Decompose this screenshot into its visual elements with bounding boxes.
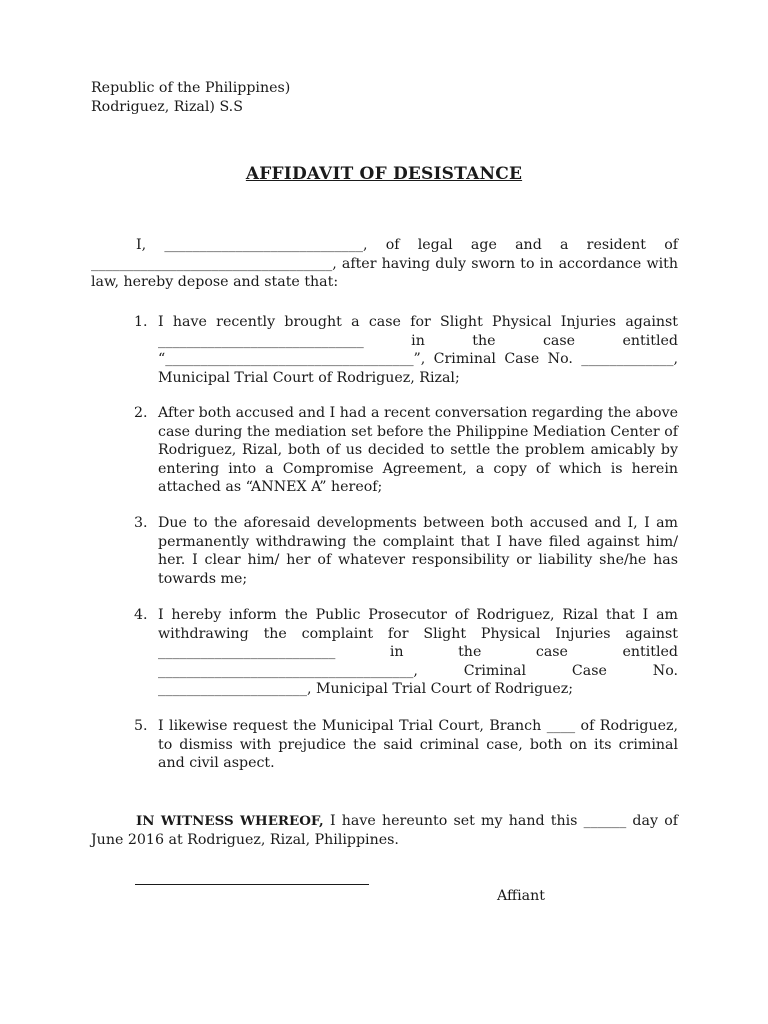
affiant-label: Affiant bbox=[497, 888, 545, 904]
venue-line-city: Rodriguez, Rizal) S.S bbox=[91, 98, 243, 115]
statement-item-5 bbox=[134, 717, 678, 773]
item-number: 3. bbox=[134, 515, 148, 531]
item-text: I have recently brought a case for Slight Physical Injuries against _____________________________ in the case entitled “___________________________________”, Criminal Case No. _____________, Municipal Trial Court of Rodriguez, Rizal; bbox=[158, 314, 678, 386]
witness-paragraph bbox=[91, 812, 678, 849]
item-number: 5. bbox=[134, 718, 148, 734]
statement-item-3 bbox=[134, 514, 678, 588]
item-number: 4. bbox=[134, 607, 148, 623]
venue-block bbox=[91, 79, 290, 116]
witness-lead: IN WITNESS WHEREOF, bbox=[136, 813, 324, 829]
item-text: I likewise request the Municipal Trial Court, Branch ____ of Rodriguez, to dismiss with prejudice the said criminal case, both on its criminal and civil aspect. bbox=[158, 718, 678, 772]
statement-item-4 bbox=[134, 606, 678, 699]
venue-line-country: Republic of the Philippines) bbox=[91, 80, 291, 96]
witness-text: I have hereunto set my hand this ______ day of June 2016 at Rodriguez, Rizal, Philippines. bbox=[91, 813, 678, 848]
intro-paragraph: I, ____________________________, of legal age and a resident of __________________________________, after having duly sworn to in accordance with law, hereby depose and state that: bbox=[91, 237, 678, 291]
signature-line bbox=[135, 876, 369, 885]
statement-item-2 bbox=[134, 404, 678, 497]
item-text: Due to the aforesaid developments between both accused and I, I am permanently withdrawing the complaint that I have filed against him/ her. I clear him/ her of whatever responsibility or liability she/he has towards me; bbox=[158, 515, 678, 587]
document-title: AFFIDAVIT OF DESISTANCE bbox=[245, 164, 523, 184]
item-text: I hereby inform the Public Prosecutor of Rodriguez, Rizal that I am withdrawing the complaint for Slight Physical Injuries against _________________________ in the case entitled ____________________________________, Criminal Case No. _____________________, Municipal Trial Court of Rodriguez; bbox=[158, 607, 678, 698]
item-text: After both accused and I had a recent conversation regarding the above case during the mediation set before the Philippine Mediation Center of Rodriguez, Rizal, both of us decided to settle the problem amicably by entering into a Compromise Agreement, a copy of which is herein attached as “ANNEX A” hereof; bbox=[158, 405, 678, 496]
item-number: 1. bbox=[134, 314, 148, 330]
statement-item-1 bbox=[134, 313, 678, 387]
item-number: 2. bbox=[134, 405, 148, 421]
